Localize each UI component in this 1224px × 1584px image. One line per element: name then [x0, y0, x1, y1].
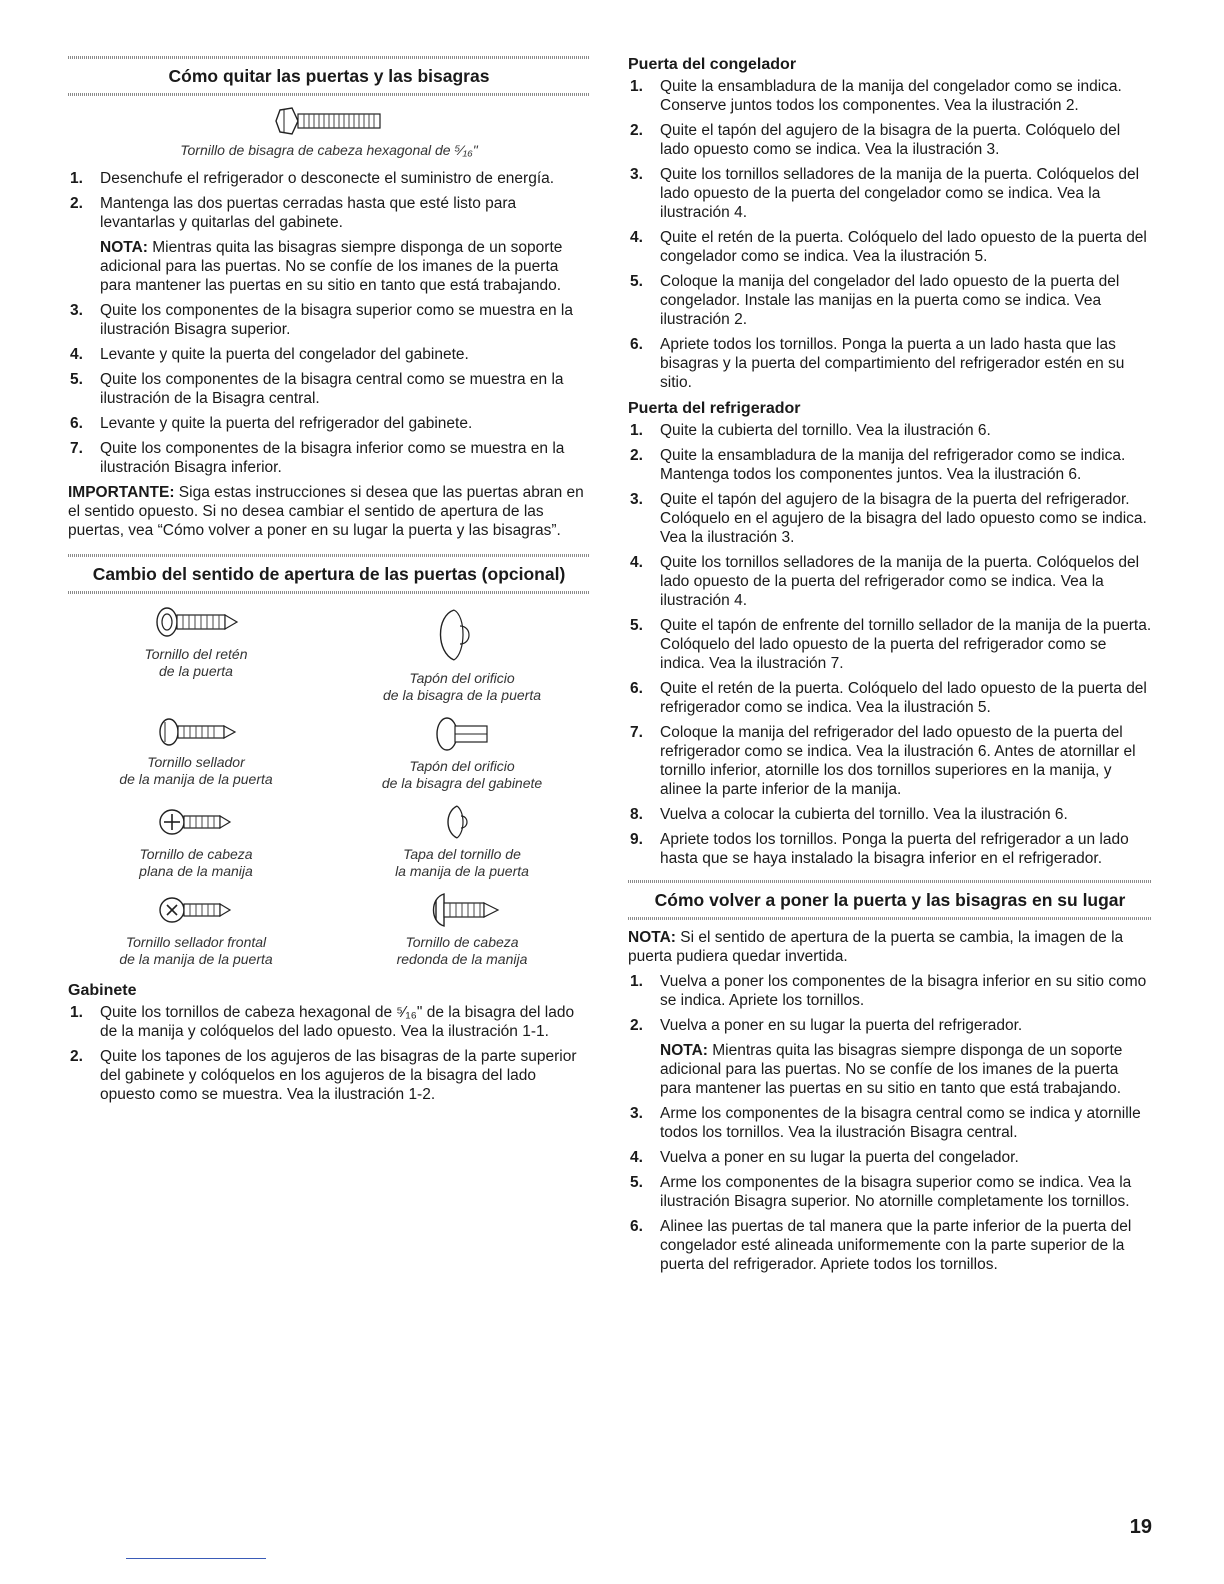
parts-grid: [68, 602, 590, 968]
list-item: 3. Quite los componentes de la bisagra superior como se muestra en la ilustración Bisagra superior.: [70, 302, 573, 338]
part-round-head-screw: Tornillo de cabeza redonda de la manija: [334, 890, 590, 968]
cabinet-heading: Gabinete: [68, 982, 137, 999]
list-item: 4. Vuelva a poner en su lugar la puerta del congelador.: [630, 1149, 1019, 1166]
fridge-door-heading: Puerta del refrigerador: [628, 400, 801, 417]
cabinet-steps-list: [68, 1003, 590, 1104]
part-door-hinge-plug: Tapón del orificio de la bisagra de la puerta: [334, 602, 590, 704]
freezer-steps-list: [628, 77, 1152, 392]
list-item: 4. Levante y quite la puerta del congelador del gabinete.: [70, 346, 469, 363]
list-item: 3. Arme los componentes de la bisagra central como se indica y atornille todos los tornillos. Vea la ilustración Bisagra central.: [630, 1105, 1141, 1141]
list-item: 3. Quite los tornillos selladores de la manija de la puerta. Colóquelos del lado opuesto de la puerta del congelador como se indica. Vea la ilustración 4.: [630, 166, 1140, 221]
list-item: 5. Quite el tapón de enfrente del tornillo sellador de la manija de la puerta. Colóquelo del lado opuesto de la puerta del refrigerador como se indica. Vea la ilustración 7.: [630, 617, 1152, 672]
remove-steps-list-continued: [68, 301, 590, 477]
fridge-steps-list: [628, 421, 1152, 868]
list-item: 2. Quite la ensambladura de la manija del refrigerador como se indica. Mantenga todos los componentes juntos. Vea la ilustración 6.: [630, 447, 1126, 483]
note-paragraph: NOTA: Si el sentido de apertura de la puerta se cambia, la imagen de la puerta pudiera quedar invertida.: [628, 929, 1124, 965]
part-cabinet-hinge-plug: Tapón del orificio de la bisagra del gabinete: [334, 714, 590, 792]
hex-bolt-figure: [68, 104, 590, 159]
list-item: 2. Vuelva a poner en su lugar la puerta del refrigerador.: [630, 1017, 1023, 1034]
flathead-screw-icon: [156, 802, 236, 842]
list-item: 7. Coloque la manija del refrigerador del lado opuesto de la puerta del refrigerador como se indica. Vea la ilustración 6. Antes de atornillar el tornillo inferior, atornille los dos tornillos superiores en la manija, y alinee la parte inferior de la manija.: [630, 724, 1136, 798]
section-title: Cambio del sentido de apertura de las puertas (opcional): [92, 564, 566, 584]
part-handle-sealing-screw: Tornillo sellador de la manija de la puerta: [68, 714, 324, 792]
list-item: 5. Quite los componentes de la bisagra central como se muestra en la ilustración de la Bisagra central.: [70, 371, 564, 407]
footer-rule: [126, 1558, 266, 1559]
sealing-screw-icon: [151, 714, 241, 750]
hex-head-screw-icon: [274, 104, 384, 138]
part-handle-screw-cap: Tapa del tornillo de la manija de la puerta: [334, 802, 590, 880]
remove-steps-list: [68, 169, 590, 232]
note-paragraph: NOTA: Mientras quita las bisagras siempre disponga de un soporte adicional para las puertas. No se confíe de los imanes de la puerta para mantener las puertas en su sitio en tanto que está trabajando.: [100, 239, 563, 294]
section-title: Cómo quitar las puertas y las bisagras: [168, 66, 490, 86]
figure-caption: Tornillo de bisagra de cabeza hexagonal de ⁵⁄₁₆": [180, 142, 478, 158]
list-item: 1. Quite la ensambladura de la manija del congelador como se indica. Conserve juntos todos los componentes. Vea la ilustración 2.: [630, 78, 1122, 114]
hex-screw-icon: [151, 602, 241, 642]
inner-note-paragraph: NOTA: Mientras quita las bisagras siempre disponga de un soporte adicional para las puertas. No se confíe de los imanes de la puerta para mantener las puertas en su sitio en tanto que está trabajando.: [660, 1042, 1123, 1097]
part-flat-head-screw: Tornillo de cabeza plana de la manija: [68, 802, 324, 880]
page-number: 19: [1129, 1516, 1152, 1538]
replace-steps-list-continued: [628, 1104, 1152, 1274]
section-header-replace-doors: [628, 880, 1152, 920]
list-item: 1. Quite los tornillos de cabeza hexagonal de ⁵⁄₁₆" de la bisagra del lado de la manija y colóquelos del lado opuesto. Vea la ilustración 1-1.: [70, 1004, 575, 1040]
list-item: 2. Quite los tapones de los agujeros de las bisagras de la parte superior del gabinete y colóquelos en los agujeros de la bisagra del lado opuesto como se muestra. Vea la ilustración 1-2.: [70, 1048, 577, 1103]
cabinet-plug-icon: [427, 714, 497, 754]
replace-steps-list: [628, 972, 1152, 1035]
front-screw-icon: [156, 890, 236, 930]
right-column: [628, 52, 1152, 1280]
list-item: 2. Quite el tapón del agujero de la bisagra de la puerta. Colóquelo del lado opuesto como se indica. Vea la ilustración 3.: [630, 122, 1121, 158]
list-item: 1. Desenchufe el refrigerador o desconecte el suministro de energía.: [70, 170, 555, 187]
list-item: 6. Quite el retén de la puerta. Colóquelo del lado opuesto de la puerta del refrigerador como se indica. Vea la ilustración 5.: [630, 680, 1147, 716]
list-item: 4. Quite los tornillos selladores de la manija de la puerta. Colóquelos del lado opuesto de la puerta del refrigerador como se indica. Vea la ilustración 4.: [630, 554, 1140, 609]
plug-icon: [432, 602, 492, 666]
part-door-stop-screw: Tornillo del retén de la puerta: [68, 602, 324, 704]
list-item: 6. Alinee las puertas de tal manera que la parte inferior de la puerta del congelador esté alineada uniformemente con la parte superior de la puerta del refrigerador. Apriete todos los tornillos.: [630, 1218, 1132, 1273]
part-front-sealing-screw: Tornillo sellador frontal de la manija de la puerta: [68, 890, 324, 968]
list-item: 7. Quite los componentes de la bisagra inferior como se muestra en la ilustración Bisagra inferior.: [70, 440, 565, 476]
section-title: Cómo volver a poner la puerta y las bisagras en su lugar: [654, 890, 1126, 910]
list-item: 1. Vuelva a poner los componentes de la bisagra inferior en su sitio como se indica. Apriete los tornillos.: [630, 973, 1147, 1009]
screw-cap-icon: [437, 802, 487, 842]
list-item: 3. Quite el tapón del agujero de la bisagra de la puerta del refrigerador. Colóquelo en el agujero de la bisagra del lado opuesto como se indica. Vea la ilustración 3.: [630, 491, 1147, 546]
roundhead-screw-icon: [422, 890, 502, 930]
freezer-door-heading: Puerta del congelador: [628, 56, 797, 73]
list-item: 2. Mantenga las dos puertas cerradas hasta que esté listo para levantarlas y quitarlas del gabinete.: [70, 195, 517, 231]
list-item: 6. Apriete todos los tornillos. Ponga la puerta a un lado hasta que las bisagras y la puerta del compartimiento del refrigerador estén en su sitio.: [630, 336, 1125, 391]
important-paragraph: IMPORTANTE: Siga estas instrucciones si desea que las puertas abran en el sentido opuesto. Si no desea cambiar el sentido de apertura de las puertas, vea “Cómo volver a poner en su lugar la puerta y las bisagras”.: [68, 484, 584, 539]
list-item: 6. Levante y quite la puerta del refrigerador del gabinete.: [70, 415, 473, 432]
list-item: 5. Arme los componentes de la bisagra superior como se indica. Vea la ilustración Bisagra superior. No atornille completamente los tornillos.: [630, 1174, 1132, 1210]
section-header-remove-doors: [68, 56, 590, 96]
list-item: 8. Vuelva a colocar la cubierta del tornillo. Vea la ilustración 6.: [630, 806, 1068, 823]
list-item: 5. Coloque la manija del congelador del lado opuesto de la puerta del congelador. Instale las manijas en la puerta como se indica. Vea ilustración 2.: [630, 273, 1120, 328]
left-column: [68, 56, 590, 1110]
list-item: 1. Quite la cubierta del tornillo. Vea la ilustración 6.: [630, 422, 991, 439]
section-header-reverse-doors: [68, 554, 590, 594]
list-item: 4. Quite el retén de la puerta. Colóquelo del lado opuesto de la puerta del congelador como se indica. Vea la ilustración 5.: [630, 229, 1147, 265]
list-item: 9. Apriete todos los tornillos. Ponga la puerta del refrigerador a un lado hasta que se haya instalado la bisagra inferior en el refrigerador.: [630, 831, 1129, 867]
